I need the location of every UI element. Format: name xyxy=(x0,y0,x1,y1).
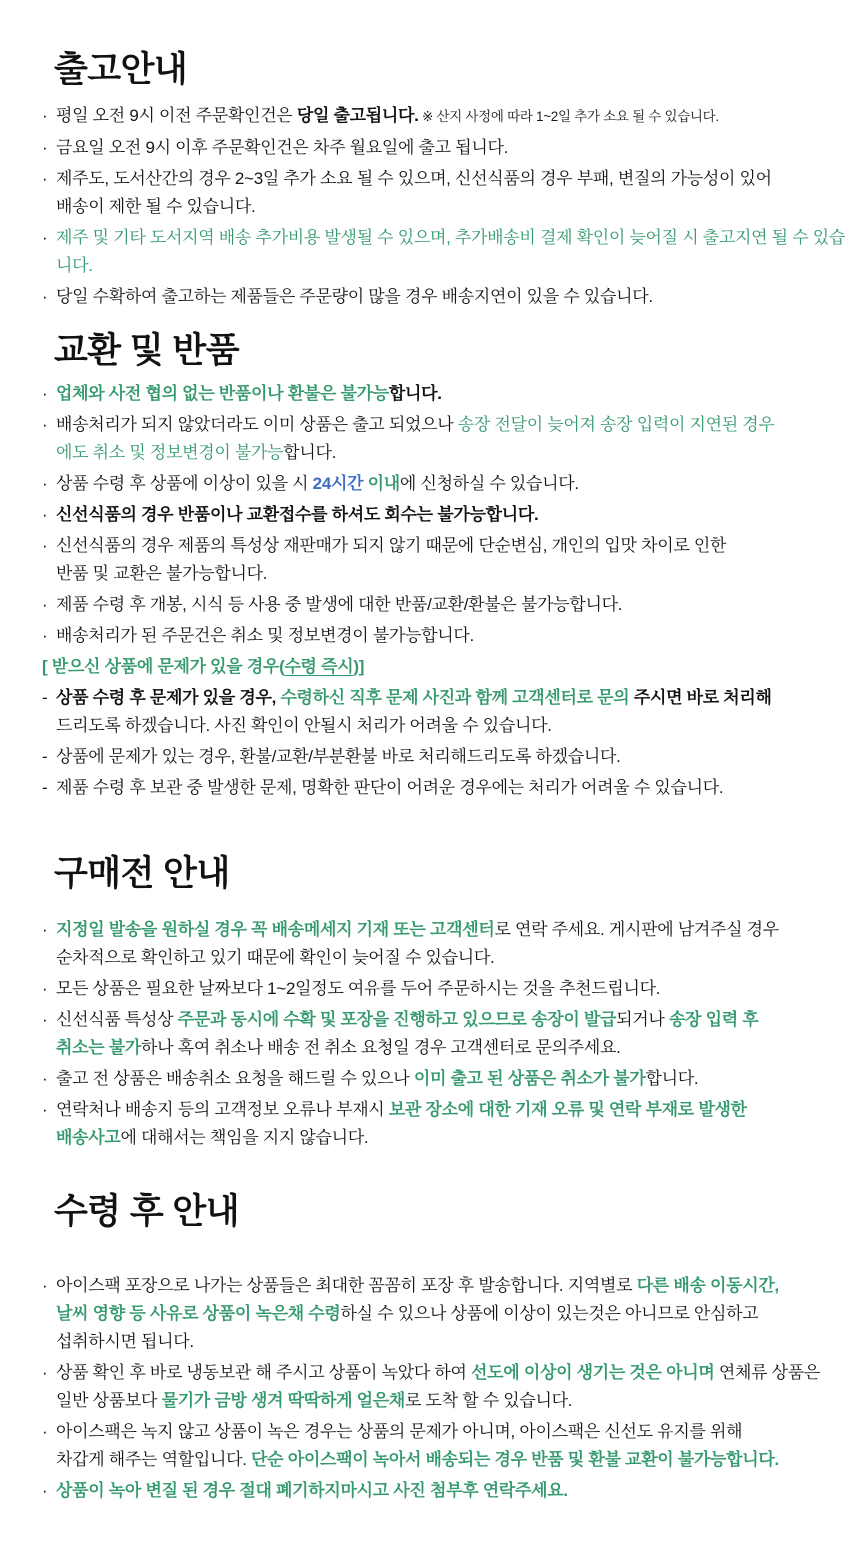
bullet-marker: · xyxy=(42,1009,48,1029)
section-title: 구매전 안내 xyxy=(54,853,230,893)
text-segment: 지정일 발송을 원하실 경우 꼭 배송메세지 기재 또는 고객센터 xyxy=(56,919,495,939)
bullet-marker: · xyxy=(42,535,48,555)
text-segment: 아이스팩은 녹지 않고 상품이 녹은 경우는 상품의 문제가 아니며, 아이스팩은 신선도 유지를 위해 xyxy=(56,1422,743,1441)
list-item xyxy=(42,1065,846,1093)
list-item xyxy=(42,684,846,740)
bullet-marker: · xyxy=(42,625,48,645)
text-segment: 제주도, 도서산간의 경우 2~3일 추가 소요 될 수 있으며, 신선식품의 경우 부패, 변질의 가능성이 있어 xyxy=(56,169,772,189)
text-segment: 차갑게 해주는 역할입니다. xyxy=(56,1450,252,1469)
text-segment: 주문과 동시에 수확 및 포장을 진행하고 있으므로 송장이 발급 xyxy=(177,1009,617,1029)
text-segment: 상품 확인 후 바로 냉동보관 해 주시고 상품이 녹았다 하여 xyxy=(56,1363,472,1382)
section-title: 출고안내 xyxy=(54,50,188,89)
bullet-marker: · xyxy=(42,228,48,248)
text-segment: 제품 수령 후 개봉, 시식 등 사용 중 발생에 대한 반품/교환/환불은 불가능합니다. xyxy=(56,594,623,614)
list-item xyxy=(42,134,846,162)
text-segment: 되거나 xyxy=(616,1009,669,1029)
bullet-marker: · xyxy=(42,594,48,614)
section-title: 수령 후 안내 xyxy=(54,1191,239,1231)
text-segment: 배송처리가 되지 않았더라도 이미 상품은 출고 되었으나 xyxy=(56,414,458,434)
text-segment: 하실 수 있으나 상품에 이상이 있는것은 아니므로 안심하고 xyxy=(340,1304,759,1323)
text-segment: 상품에 문제가 있는 경우, 환불/교환/부분환불 바로 처리해드리도록 하겠습니다. xyxy=(56,746,621,766)
text-segment: 하나 혹여 취소나 배송 전 취소 요청일 경우 고객센터로 문의주세요. xyxy=(141,1037,621,1057)
bullet-marker: · xyxy=(42,138,48,158)
text-segment: 날씨 영향 등 사유로 상품이 녹은채 수령 xyxy=(56,1304,341,1323)
bullet-marker: · xyxy=(42,1481,48,1500)
text-segment: 선도에 이상이 생기는 것은 아니며 xyxy=(471,1363,715,1382)
list-item xyxy=(42,411,846,467)
text-segment: 연락처나 배송지 등의 고객정보 오류나 부재시 xyxy=(56,1099,389,1119)
text-segment: 신선식품의 경우 반품이나 교환접수를 하셔도 회수는 불가능합니다. xyxy=(56,504,539,524)
text-segment: 신선식품의 경우 제품의 특성상 재판매가 되지 않기 때문에 단순변심, 개인의 입맛 차이로 인한 xyxy=(56,535,727,555)
list-item xyxy=(42,653,846,681)
bullet-marker: · xyxy=(42,106,48,126)
text-segment: 단순 아이스팩이 녹아서 배송되는 경우 반품 및 환불 교환이 불가능합니다. xyxy=(251,1450,779,1469)
list-item xyxy=(42,532,846,588)
text-segment: 물기가 금방 생겨 딱딱하게 얼은채 xyxy=(161,1391,405,1410)
text-segment: [ 받으신 상품에 문제가 있을 경우( xyxy=(42,656,285,676)
text-segment: 로 도착 할 수 있습니다. xyxy=(405,1391,573,1410)
section-shipping-guide xyxy=(42,50,846,311)
list-item xyxy=(42,622,846,650)
list-item xyxy=(42,224,846,280)
text-segment: 상품이 녹아 변질 된 경우 절대 폐기하지마시고 사진 첨부후 연락주세요. xyxy=(56,1481,568,1500)
bullet-marker: · xyxy=(42,287,48,307)
text-segment: 이내 xyxy=(363,473,400,493)
text-segment: 평일 오전 9시 이전 주문확인건은 xyxy=(56,106,297,126)
bullet-marker: - xyxy=(42,777,48,797)
text-segment: 수령하신 직후 문제 사진과 함께 고객센터로 문의 xyxy=(280,687,630,707)
list-item xyxy=(42,380,846,408)
list-item xyxy=(42,1359,846,1415)
text-segment: ※ 산지 사정에 따라 1~2일 추가 소요 될 수 있습니다. xyxy=(418,109,719,125)
list-item xyxy=(42,591,846,619)
list-item xyxy=(42,1477,846,1505)
list-item xyxy=(42,774,846,802)
text-segment: 배송이 제한 될 수 있습니다. xyxy=(56,197,256,217)
bullet-marker: - xyxy=(42,687,48,707)
bullet-marker: · xyxy=(42,1276,48,1295)
text-segment: 합니다. xyxy=(645,1068,699,1088)
section-before-purchase xyxy=(42,854,846,1152)
text-segment: 수령 즉시 xyxy=(284,656,354,676)
text-segment: 배송사고 xyxy=(56,1127,121,1147)
bullet-marker: - xyxy=(42,746,48,766)
bullet-marker: · xyxy=(42,1422,48,1441)
list-item xyxy=(42,1418,846,1474)
text-segment: 업체와 사전 협의 없는 반품이나 환불은 불가능 xyxy=(56,383,389,403)
text-segment: 제주 및 기타 도서지역 배송 추가비용 발생될 수 있으며, 추가배송비 결제 확인이 늦어질 시 출고지연 될 수 있습니다. xyxy=(56,228,845,276)
list-item xyxy=(42,916,846,972)
text-segment: 보관 장소에 대한 기재 오류 및 연락 부재로 발생한 xyxy=(388,1099,747,1119)
text-segment: 섭취하시면 됩니다. xyxy=(56,1332,194,1351)
text-segment: 순차적으로 확인하고 있기 때문에 확인이 늦어질 수 있습니다. xyxy=(56,947,495,967)
list-item xyxy=(42,501,846,529)
section-items xyxy=(42,380,846,802)
list-item xyxy=(42,165,846,221)
text-segment: 에 대해서는 책임을 지지 않습니다. xyxy=(120,1127,369,1147)
section-title: 교환 및 반품 xyxy=(54,331,239,371)
text-segment: 아이스팩 포장으로 나가는 상품들은 최대한 꼼꼼히 포장 후 발송합니다. 지역별로 xyxy=(56,1276,637,1295)
text-segment: 연체류 상품은 xyxy=(714,1363,821,1382)
text-segment: 송장 입력 후 xyxy=(668,1009,759,1029)
text-segment: 이미 출고 된 상품은 취소가 불가 xyxy=(413,1068,646,1088)
section-after-receipt xyxy=(42,1192,846,1505)
list-item xyxy=(42,283,846,311)
list-item xyxy=(42,470,846,498)
text-segment: 에 신청하실 수 있습니다. xyxy=(399,473,579,493)
bullet-marker: · xyxy=(42,414,48,434)
text-segment: 주시면 바로 처리해 xyxy=(629,687,772,707)
text-segment: 로 연락 주세요. 게시판에 남겨주실 경우 xyxy=(494,919,779,939)
text-segment: )] xyxy=(353,656,365,676)
bullet-marker: · xyxy=(42,1363,48,1382)
list-item xyxy=(42,1006,846,1062)
text-segment: 합니다. xyxy=(283,442,337,462)
text-segment: 당일 출고됩니다. xyxy=(296,106,419,126)
list-item xyxy=(42,743,846,771)
bullet-marker: · xyxy=(42,1068,48,1088)
list-item xyxy=(42,102,846,131)
text-segment: 일반 상품보다 xyxy=(56,1391,162,1410)
text-segment: 배송처리가 된 주문건은 취소 및 정보변경이 불가능합니다. xyxy=(56,625,474,645)
text-segment: 모든 상품은 필요한 날짜보다 1~2일정도 여유를 두어 주문하시는 것을 추천드립니다. xyxy=(56,978,661,998)
bullet-marker: · xyxy=(42,383,48,403)
text-segment: 금요일 오전 9시 이후 주문확인건은 차주 월요일에 출고 됩니다. xyxy=(56,138,509,158)
list-item xyxy=(42,1096,846,1152)
text-segment: 상품 수령 후 문제가 있을 경우, xyxy=(56,687,281,707)
text-segment: 드리도록 하겠습니다. 사진 확인이 안될시 처리가 어려울 수 있습니다. xyxy=(56,715,552,735)
bullet-marker: · xyxy=(42,169,48,189)
text-segment: 송장 전달이 늦어져 송장 입력이 지연된 경우 xyxy=(457,414,775,434)
text-segment: 당일 수확하여 출고하는 제품들은 주문량이 많을 경우 배송지연이 있을 수 있습니다. xyxy=(56,287,653,307)
text-segment: 다른 배송 이동시간, xyxy=(636,1276,779,1295)
text-segment: 합니다. xyxy=(388,383,442,403)
text-segment: 취소는 불가 xyxy=(56,1037,142,1057)
section-items xyxy=(42,1272,846,1505)
text-segment: 에도 취소 및 정보변경이 불가능 xyxy=(56,442,284,462)
text-segment: 24시간 xyxy=(312,473,364,493)
bullet-marker: · xyxy=(42,504,48,524)
text-segment: 출고 전 상품은 배송취소 요청을 해드릴 수 있으나 xyxy=(56,1068,414,1088)
section-items xyxy=(42,102,846,311)
text-segment: 상품 수령 후 상품에 이상이 있을 시 xyxy=(56,473,313,493)
text-segment: 신선식품 특성상 xyxy=(56,1009,178,1029)
text-segment: 제품 수령 후 보관 중 발생한 문제, 명확한 판단이 어려운 경우에는 처리가 어려울 수 있습니다. xyxy=(56,777,724,797)
bullet-marker: · xyxy=(42,1099,48,1119)
bullet-marker: · xyxy=(42,919,48,939)
list-item xyxy=(42,975,846,1003)
list-item xyxy=(42,1272,846,1356)
bullet-marker: · xyxy=(42,473,48,493)
text-segment: 반품 및 교환은 불가능합니다. xyxy=(56,563,268,583)
section-exchange-returns xyxy=(42,331,846,801)
bullet-marker: · xyxy=(42,978,48,998)
section-items xyxy=(42,916,846,1152)
